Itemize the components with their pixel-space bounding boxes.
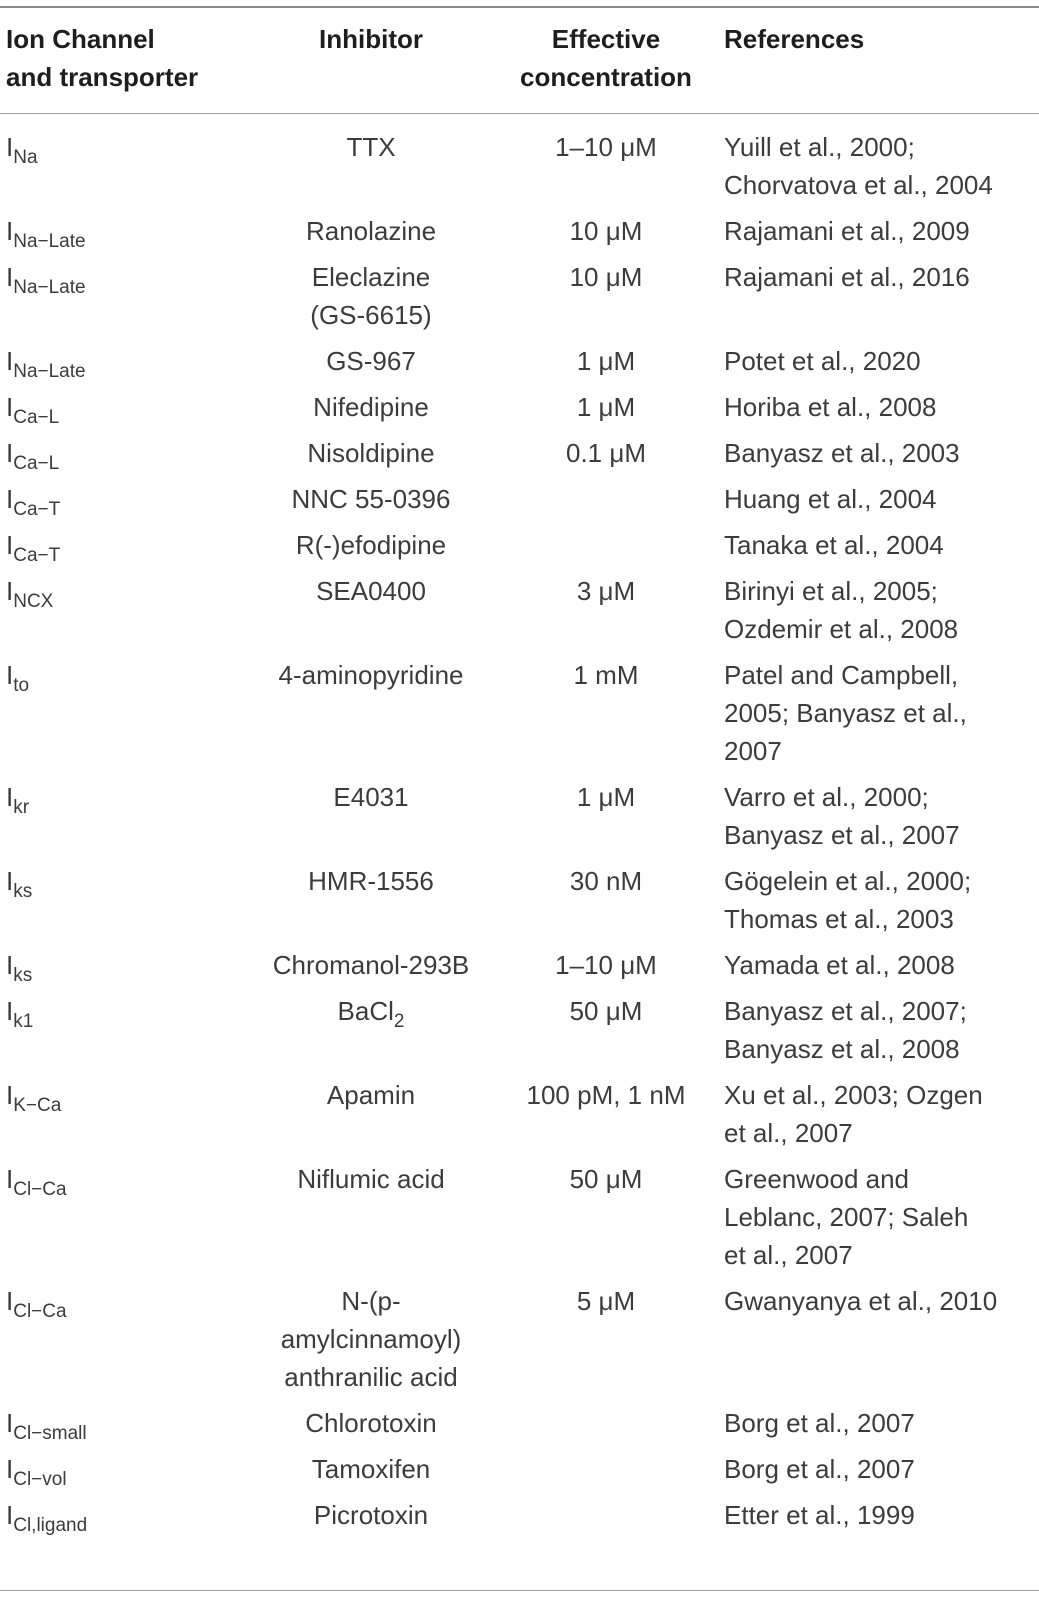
cell-inhibitor: [236, 334, 506, 380]
channel-subscript: K−Ca: [13, 1095, 62, 1116]
channel-subscript: Na−Late: [13, 361, 86, 382]
inhibitor-name: HMR-1556: [308, 866, 434, 896]
channel-subscript: Na: [13, 147, 38, 168]
cell-ion-channel: [0, 380, 236, 426]
channel-subscript: ks: [13, 965, 33, 986]
cell-concentration: 50 μM: [569, 1164, 643, 1194]
table-row: [0, 938, 1039, 984]
cell-inhibitor: [236, 250, 506, 334]
table-row: [0, 770, 1039, 854]
cell-references: Etter et al., 1999: [724, 1500, 915, 1530]
cell-inhibitor: [236, 204, 506, 250]
cell-concentration: 1 μM: [576, 346, 636, 376]
table-row: [0, 1488, 1039, 1534]
cell-concentration: 10 μM: [569, 262, 643, 292]
cell-concentration: 0.1 μM: [565, 438, 646, 468]
cell-ion-channel: [0, 518, 236, 564]
cell-inhibitor: [236, 518, 506, 564]
table-row: [0, 250, 1039, 334]
channel-symbol: I: [6, 660, 14, 690]
cell-references: Huang et al., 2004: [724, 484, 937, 514]
table-row: [0, 1442, 1039, 1488]
channel-subscript: Ca−T: [13, 499, 61, 520]
table-row: [0, 564, 1039, 648]
inhibitor-name: Chlorotoxin: [305, 1408, 437, 1438]
channel-symbol: I: [6, 782, 14, 812]
table-row: [0, 472, 1039, 518]
channel-subscript: Na−Late: [13, 231, 86, 252]
cell-inhibitor: [236, 938, 506, 984]
table-row: [0, 518, 1039, 564]
inhibitor-name: Nisoldipine: [307, 438, 435, 468]
inhibitor-name: GS-967: [326, 346, 416, 376]
cell-references: Yamada et al., 2008: [724, 950, 955, 980]
cell-concentration: [506, 1396, 706, 1442]
cell-inhibitor: [236, 984, 506, 1068]
channel-subscript: ks: [13, 881, 33, 902]
cell-ion-channel: [0, 250, 236, 334]
inhibitor-name: TTX: [346, 132, 396, 162]
channel-symbol: I: [6, 262, 14, 292]
top-rule: [0, 6, 1039, 8]
channel-symbol: I: [6, 866, 14, 896]
cell-ion-channel: [0, 564, 236, 648]
cell-references: Varro et al., 2000; Banyasz et al., 2007: [724, 782, 960, 850]
channel-subscript: NCX: [13, 591, 54, 612]
cell-references: Potet et al., 2020: [724, 346, 921, 376]
cell-ion-channel: [0, 472, 236, 518]
cell-references: Rajamani et al., 2016: [724, 262, 970, 292]
channel-symbol: I: [6, 346, 14, 376]
cell-ion-channel: [0, 984, 236, 1068]
cell-inhibitor: [236, 1274, 506, 1396]
cell-ion-channel: [0, 938, 236, 984]
cell-inhibitor: [236, 110, 506, 204]
cell-references: Xu et al., 2003; Ozgen et al., 2007: [724, 1080, 983, 1148]
cell-inhibitor: [236, 1396, 506, 1442]
inhibitor-name: Nifedipine: [313, 392, 429, 422]
table-row: [0, 1274, 1039, 1396]
cell-references: Tanaka et al., 2004: [724, 530, 944, 560]
cell-concentration: 1 mM: [573, 660, 639, 690]
channel-symbol: I: [6, 216, 14, 246]
table-row: [0, 110, 1039, 204]
cell-concentration: [506, 1488, 706, 1534]
table-row: [0, 1068, 1039, 1152]
cell-inhibitor: [236, 426, 506, 472]
cell-references: Gögelein et al., 2000; Thomas et al., 2003: [724, 866, 972, 934]
inhibitor-name: Tamoxifen: [311, 1454, 431, 1484]
bottom-rule: [0, 1590, 1039, 1591]
inhibitor-name: Apamin: [326, 1080, 416, 1110]
channel-symbol: I: [6, 132, 14, 162]
inhibitor-name: Eleclazine (GS-6615): [310, 262, 432, 330]
cell-concentration: 1–10 μM: [555, 950, 657, 980]
cell-ion-channel: [0, 770, 236, 854]
channel-subscript: Cl−small: [13, 1423, 87, 1444]
channel-subscript: kr: [13, 797, 30, 818]
inhibitor-name: Picrotoxin: [313, 1500, 429, 1530]
cell-references: Rajamani et al., 2009: [724, 216, 970, 246]
inhibitor-table: [0, 20, 1039, 1534]
cell-inhibitor: [236, 564, 506, 648]
cell-concentration: 1–10 μM: [555, 132, 657, 162]
channel-subscript: Cl−Ca: [13, 1179, 67, 1200]
table-body: [0, 110, 1039, 1534]
cell-concentration: [506, 518, 706, 564]
cell-inhibitor: [236, 770, 506, 854]
channel-symbol: I: [6, 1454, 14, 1484]
table-row: [0, 380, 1039, 426]
cell-concentration: 100 pM, 1 nM: [526, 1080, 686, 1110]
inhibitor-subscript: 2: [393, 1011, 405, 1032]
cell-references: Birinyi et al., 2005; Ozdemir et al., 2008: [724, 576, 959, 644]
cell-references: Borg et al., 2007: [724, 1454, 915, 1484]
channel-symbol: I: [6, 1500, 14, 1530]
table-row: [0, 854, 1039, 938]
cell-ion-channel: [0, 1442, 236, 1488]
channel-subscript: Ca−L: [13, 407, 60, 428]
cell-ion-channel: [0, 334, 236, 380]
inhibitor-name: Chromanol-293B: [272, 950, 470, 980]
header-row: [0, 20, 1039, 110]
cell-inhibitor: [236, 1442, 506, 1488]
table-row: [0, 984, 1039, 1068]
cell-references: Horiba et al., 2008: [724, 392, 937, 422]
channel-symbol: I: [6, 1286, 14, 1316]
inhibitor-name: 4-aminopyridine: [278, 660, 464, 690]
channel-symbol: I: [6, 1164, 14, 1194]
inhibitor-name: R(-)efodipine: [295, 530, 447, 560]
cell-ion-channel: [0, 854, 236, 938]
table-row: [0, 426, 1039, 472]
channel-subscript: Cl−vol: [13, 1469, 67, 1490]
cell-inhibitor: [236, 472, 506, 518]
channel-subscript: Ca−T: [13, 545, 61, 566]
header-ion-channel: Ion Channel and transporter: [6, 24, 199, 92]
inhibitor-name: Niflumic acid: [297, 1164, 445, 1194]
inhibitor-name: N-(p- amylcinnamoyl) anthranilic acid: [280, 1286, 462, 1392]
inhibitor-name: BaCl: [337, 996, 394, 1026]
channel-symbol: I: [6, 1080, 14, 1110]
channel-symbol: I: [6, 484, 14, 514]
inhibitor-name: NNC 55-0396: [291, 484, 451, 514]
table-row: [0, 334, 1039, 380]
cell-concentration: [506, 472, 706, 518]
header-inhibitor: Inhibitor: [319, 24, 423, 54]
cell-ion-channel: [0, 110, 236, 204]
cell-concentration: 1 μM: [576, 782, 636, 812]
cell-concentration: 50 μM: [569, 996, 643, 1026]
cell-references: Gwanyanya et al., 2010: [724, 1286, 998, 1316]
cell-ion-channel: [0, 204, 236, 250]
cell-ion-channel: [0, 1396, 236, 1442]
cell-inhibitor: [236, 854, 506, 938]
channel-subscript: Cl,ligand: [13, 1515, 88, 1536]
cell-ion-channel: [0, 1152, 236, 1274]
cell-inhibitor: [236, 1068, 506, 1152]
channel-symbol: I: [6, 950, 14, 980]
cell-ion-channel: [0, 426, 236, 472]
channel-subscript: Cl−Ca: [13, 1301, 67, 1322]
cell-inhibitor: [236, 380, 506, 426]
header-concentration: Effective concentration: [520, 24, 692, 92]
cell-inhibitor: [236, 1152, 506, 1274]
cell-references: Borg et al., 2007: [724, 1408, 915, 1438]
table-row: [0, 1152, 1039, 1274]
table-row: [0, 204, 1039, 250]
header-references: References: [724, 24, 865, 54]
channel-symbol: I: [6, 392, 14, 422]
inhibitor-name: E4031: [333, 782, 409, 812]
cell-concentration: 10 μM: [569, 216, 643, 246]
cell-concentration: 1 μM: [576, 392, 636, 422]
cell-references: Banyasz et al., 2003: [724, 438, 960, 468]
inhibitor-name: SEA0400: [316, 576, 426, 606]
channel-subscript: Ca−L: [13, 453, 60, 474]
channel-symbol: I: [6, 438, 14, 468]
cell-references: Banyasz et al., 2007; Banyasz et al., 2008: [724, 996, 967, 1064]
cell-inhibitor: [236, 648, 506, 770]
inhibitor-name: Ranolazine: [305, 216, 437, 246]
channel-subscript: Na−Late: [13, 277, 86, 298]
table-row: [0, 1396, 1039, 1442]
cell-ion-channel: [0, 648, 236, 770]
cell-concentration: 5 μM: [576, 1286, 636, 1316]
cell-ion-channel: [0, 1274, 236, 1396]
channel-symbol: I: [6, 576, 14, 606]
cell-ion-channel: [0, 1068, 236, 1152]
cell-references: Patel and Campbell, 2005; Banyasz et al., 2007: [724, 660, 967, 766]
channel-subscript: to: [13, 675, 30, 696]
channel-symbol: I: [6, 1408, 14, 1438]
table-row: [0, 648, 1039, 770]
cell-references: Yuill et al., 2000; Chorvatova et al., 2004: [724, 132, 993, 200]
cell-concentration: 3 μM: [576, 576, 636, 606]
cell-ion-channel: [0, 1488, 236, 1534]
channel-symbol: I: [6, 996, 14, 1026]
cell-concentration: [506, 1442, 706, 1488]
cell-references: Greenwood and Leblanc, 2007; Saleh et al., 2007: [724, 1164, 969, 1270]
cell-inhibitor: [236, 1488, 506, 1534]
channel-symbol: I: [6, 530, 14, 560]
channel-subscript: k1: [13, 1011, 34, 1032]
cell-concentration: 30 nM: [569, 866, 643, 896]
